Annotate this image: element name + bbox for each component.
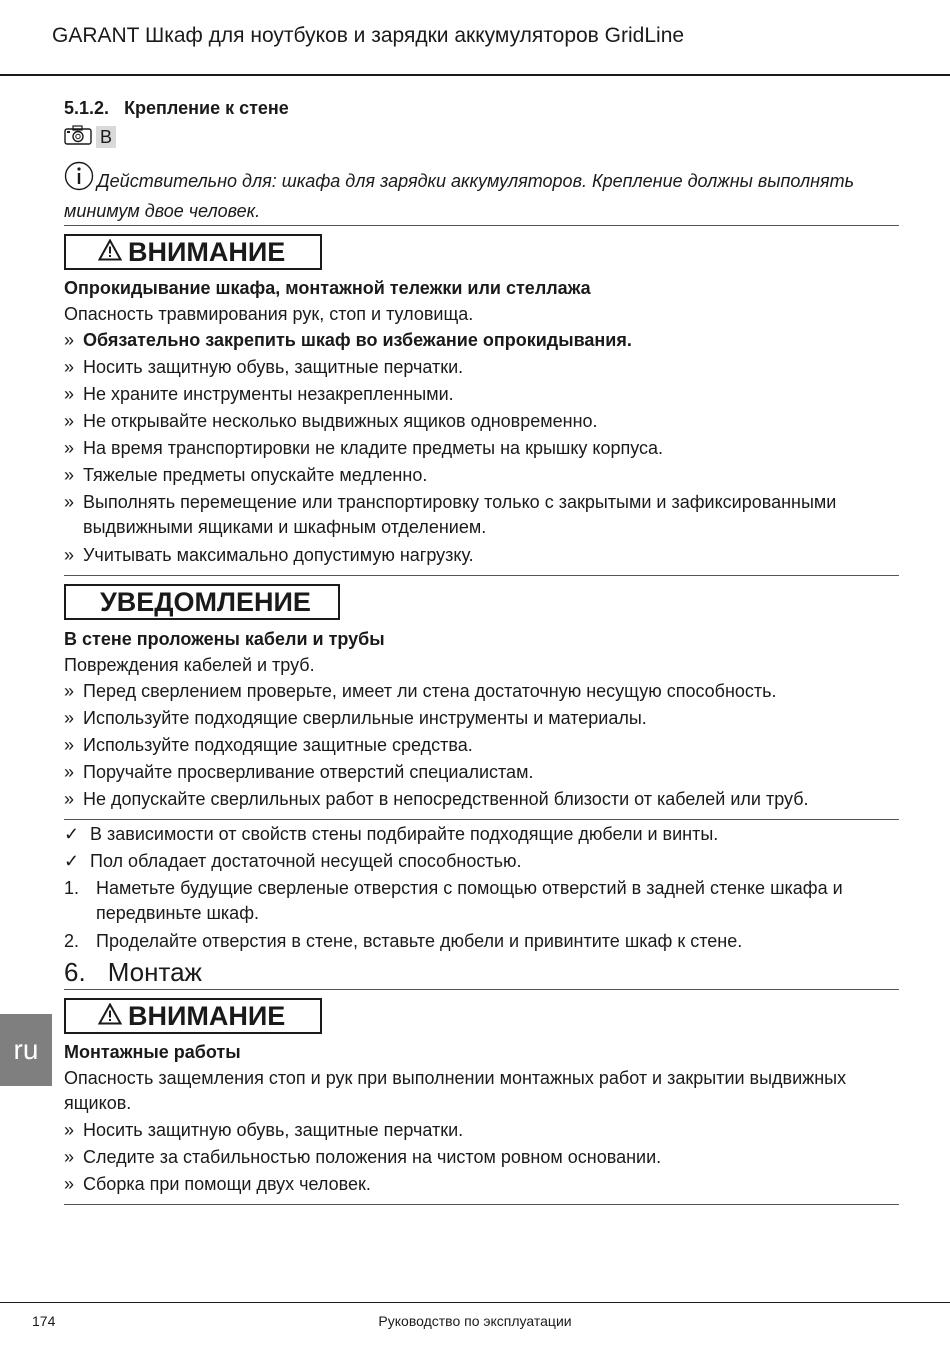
list-item: » Не храните инструменты незакрепленными. [64,384,454,404]
list-item: » Выполнять перемещение или транспортировку только с закрытыми и зафиксированными выдвижными ящиками и шкафным отделением. [64,492,837,537]
figure-reference [64,126,116,148]
camera-icon [64,125,92,150]
list-item: » Сборка при помощи двух человек. [64,1174,371,1194]
checkmark-icon: ✓ [64,824,80,844]
info-text: Действительно для: шкафа для зарядки аккумуляторов. Крепление должны выполнять минимум двое человек. [64,171,855,221]
warning-signal-box [64,998,322,1034]
hazard-consequence: Повреждения кабелей и труб. [64,655,315,675]
prerequisite-item: ✓ Пол обладает достаточной несущей способностью. [64,849,899,874]
figure-letter: B [96,126,116,148]
footer-rule [0,1302,950,1303]
step-item: 1. Наметьте будущие сверленые отверстия с помощью отверстий в задней стенке шкафа и передвиньте шкаф. [64,878,843,923]
list-item: » Не допускайте сверлильных работ в непосредственной близости от кабелей или труб. [64,789,809,809]
section-number: 5.1.2. [64,98,110,118]
hazard-title: В стене проложены кабели и трубы [64,629,385,649]
step-item: 2. Проделайте отверстия в стене, вставьте дюбели и привинтите шкаф к стене. [64,931,743,951]
list-item: » На время транспортировки не кладите предметы на крышку корпуса. [64,438,664,458]
list-item: » Обязательно закрепить шкаф во избежание опрокидывания. [64,330,632,350]
hazard-consequence: Опасность защемления стоп и рук при выполнении монтажных работ и закрытии выдвижных ящиков. [64,1068,847,1113]
list-item: » Следите за стабильностью положения на чистом ровном основании. [64,1147,662,1167]
prerequisite-item: ✓ В зависимости от свойств стены подбирайте подходящие дюбели и винты. [64,822,899,847]
info-circle-icon [64,161,94,198]
list-item: » Используйте подходящие защитные средства. [64,735,473,755]
chapter-title: Монтаж [107,957,202,987]
checkmark-icon: ✓ [64,851,80,871]
chapter-heading [64,957,202,988]
notice-signal-word: УВЕДОМЛЕНИЕ [100,586,311,617]
list-item: » Перед сверлением проверьте, имеет ли стена достаточную несущую способность. [64,681,777,701]
footer-title: Руководство по эксплуатации [378,1313,572,1329]
section-title: Крепление к стене [124,98,289,118]
list-item: » Поручайте просверливание отверстий специалистам. [64,762,534,782]
document-header-title: GARANT Шкаф для ноутбуков и зарядки аккумуляторов GridLine [52,24,685,47]
warning-triangle-icon [98,237,122,268]
list-item: » Учитывать максимально допустимую нагрузку. [64,545,474,565]
divider [64,989,899,990]
divider [64,819,899,820]
warning-signal-word: ВНИМАНИЕ [128,236,286,267]
hazard-consequence: Опасность травмирования рук, стоп и туловища. [64,304,474,324]
section-heading [64,98,289,119]
warning-signal-box [64,234,322,270]
list-item: » Носить защитную обувь, защитные перчатки. [64,357,464,377]
header-rule [0,74,950,76]
hazard-title: Опрокидывание шкафа, монтажной тележки или стеллажа [64,278,591,298]
language-tab: ru [0,1014,52,1086]
list-item: » Тяжелые предметы опускайте медленно. [64,465,428,485]
list-item: » Используйте подходящие сверлильные инструменты и материалы. [64,708,647,728]
list-item: » Носить защитную обувь, защитные перчатки. [64,1120,464,1140]
warning-signal-word: ВНИМАНИЕ [128,1000,286,1031]
info-note [64,161,899,224]
notice-signal-box [64,584,340,620]
chapter-number: 6. [64,957,86,987]
divider [64,1204,899,1205]
list-item: » Не открывайте несколько выдвижных ящиков одновременно. [64,411,598,431]
page-number: 174 [32,1313,56,1329]
divider [64,225,899,226]
divider [64,575,899,576]
warning-triangle-icon [98,1001,122,1032]
hazard-title: Монтажные работы [64,1042,241,1062]
